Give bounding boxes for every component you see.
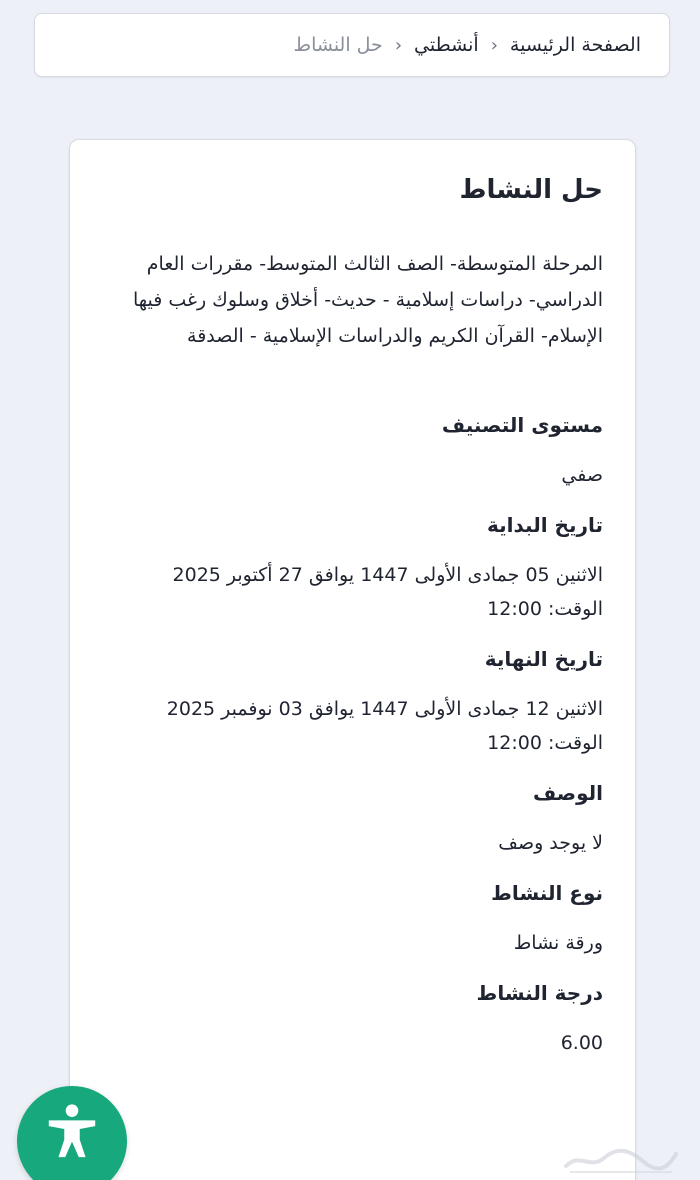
classification-section: [102, 408, 603, 492]
classification-value: صفي: [561, 464, 603, 486]
start-date-section: [102, 508, 603, 626]
start-time-text: الوقت: 12:00: [487, 598, 603, 620]
page-title: حل النشاط: [459, 175, 603, 205]
activity-type-label: نوع النشاط: [491, 881, 603, 905]
end-date-value: [102, 692, 603, 760]
watermark-logo-icon: [560, 1142, 680, 1176]
breadcrumb: [34, 13, 670, 77]
end-date-text: الاثنين 12 جمادى الأولى 1447 يوافق 03 نوفمبر 2025: [166, 698, 603, 720]
description-section: [102, 776, 603, 860]
description-label: الوصف: [532, 781, 603, 805]
breadcrumb-current: حل النشاط: [293, 34, 383, 56]
course-path: المرحلة المتوسطة- الصف الثالث المتوسط- مقررات العام الدراسي- دراسات إسلامية - حديث- أخلاق وسلوك رغب فيها الإسلام- القرآن الكريم والدراسات الإسلامية - الصدقة: [132, 253, 603, 347]
start-date-text: الاثنين 05 جمادى الأولى 1447 يوافق 27 أكتوبر 2025: [172, 564, 603, 586]
activity-type-section: [102, 876, 603, 960]
accessibility-icon: [43, 1101, 101, 1159]
start-date-value: [102, 558, 603, 626]
activity-type-value: ورقة نشاط: [513, 932, 603, 954]
breadcrumb-activities[interactable]: أنشطتي: [414, 34, 479, 56]
activity-grade-label: درجة النشاط: [476, 981, 603, 1005]
classification-label: مستوى التصنيف: [441, 413, 603, 437]
breadcrumb-home[interactable]: الصفحة الرئيسية: [509, 34, 641, 56]
activity-details-card: [69, 139, 636, 1180]
breadcrumb-separator-icon: ‹: [490, 34, 498, 56]
activity-grade-value: 6.00: [560, 1032, 603, 1054]
start-date-label: تاريخ البداية: [487, 513, 603, 537]
description-value: لا يوجد وصف: [498, 832, 603, 854]
end-date-section: [102, 642, 603, 760]
end-time-text: الوقت: 12:00: [487, 732, 603, 754]
activity-grade-section: [102, 976, 603, 1060]
breadcrumb-separator-icon: ‹: [394, 34, 403, 56]
end-date-label: تاريخ النهاية: [484, 647, 603, 671]
